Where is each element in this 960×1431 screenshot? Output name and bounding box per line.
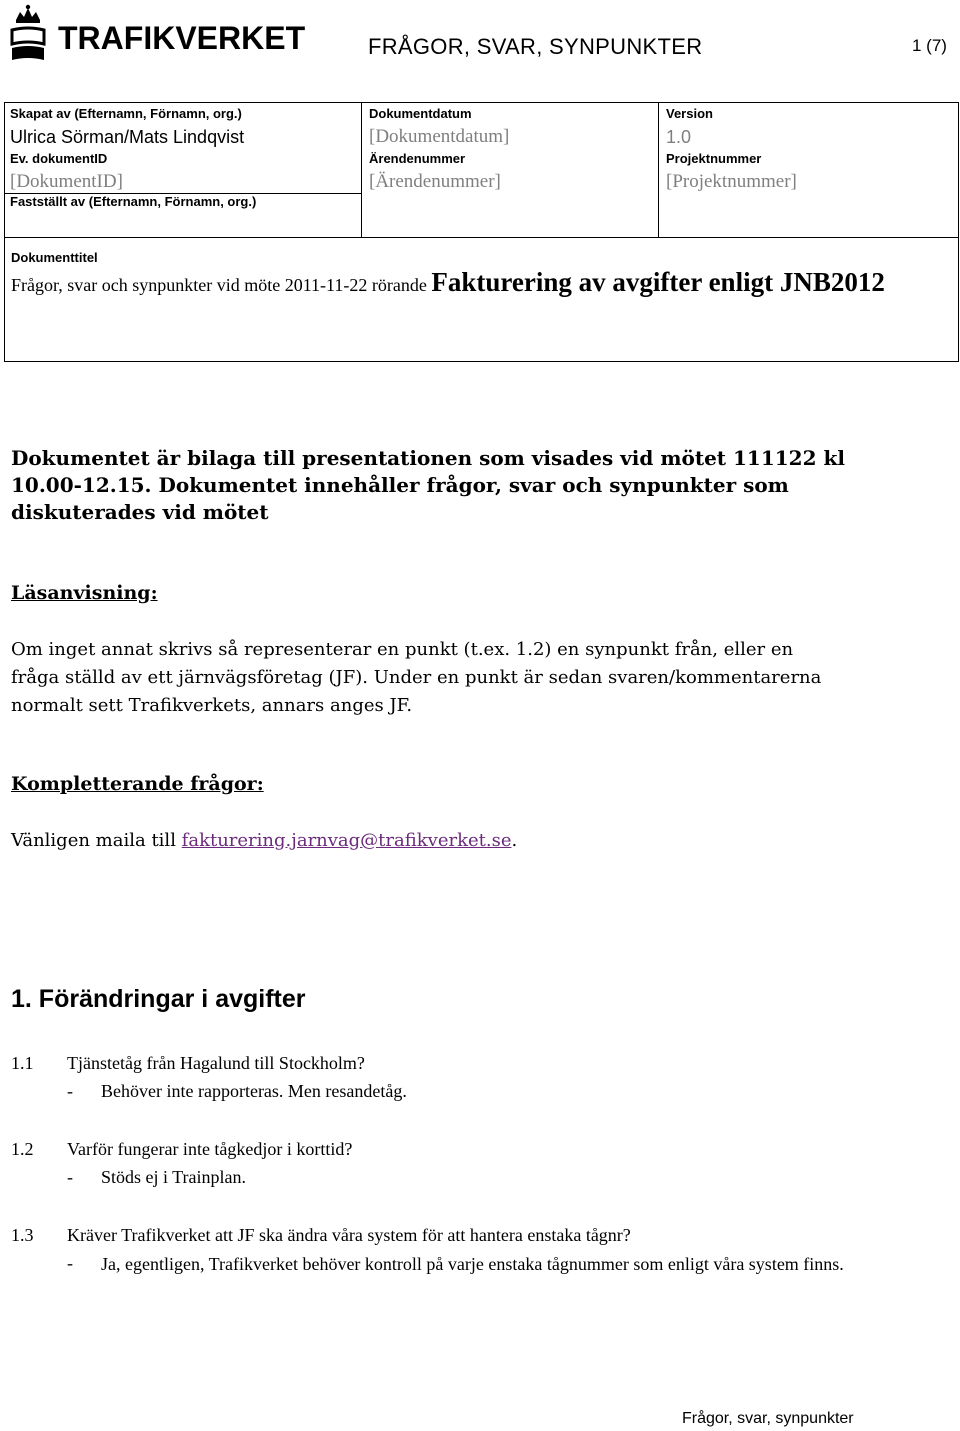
- answer-dash: -: [67, 1167, 73, 1187]
- case-number-label: Ärendenummer: [369, 151, 466, 166]
- answer-text: Stöds ej i Trainplan.: [101, 1167, 247, 1187]
- created-by-label: Skapat av (Efternamn, Förnamn, org.): [10, 106, 242, 121]
- crown-emblem-icon: [6, 4, 50, 62]
- answer-text: Ja, egentligen, Trafikverket behöver kontroll på varje enstaka tågnummer som enligt våra system finns.: [101, 1254, 844, 1274]
- approved-by-label: Fastställt av (Efternamn, Förnamn, org.): [10, 194, 257, 209]
- document-title-main: Fakturering av avgifter enligt JNB2012: [431, 267, 885, 297]
- email-link[interactable]: fakturering.jarnvag@trafikverket.se: [181, 830, 512, 851]
- doc-id-value: [DokumentID]: [10, 171, 123, 192]
- intro-paragraph: Dokumentet är bilaga till presentationen som visades vid mötet 111122 kl 10.00-12.15. Dokumentet innehåller frågor, svar och synpunkter som diskuterades vid mötet: [11, 446, 845, 524]
- version-value: 1.0: [666, 127, 692, 147]
- answer-dash: -: [67, 1253, 73, 1273]
- document-title-box: [4, 237, 959, 362]
- supplementary-questions-heading: Kompletterande frågor:: [11, 773, 264, 795]
- doc-date-value: [Dokumentdatum]: [369, 126, 510, 147]
- question-number: 1.2: [11, 1139, 34, 1159]
- document-title-prefix: Frågor, svar och synpunkter vid möte 2011-11-22 rörande: [11, 275, 432, 295]
- doc-date-label: Dokumentdatum: [369, 106, 472, 121]
- email-suffix: .: [511, 830, 518, 851]
- section-heading: 1. Förändringar i avgifter: [11, 985, 306, 1013]
- trafikverket-logo: [6, 4, 306, 62]
- reading-instructions-heading: Läsanvisning:: [11, 582, 158, 604]
- document-info-table: [4, 102, 959, 238]
- logo-wordmark: TRAFIKVERKET: [58, 20, 306, 56]
- question-number: 1.3: [11, 1225, 34, 1245]
- document-title: [11, 266, 941, 303]
- question-text: Varför fungerar inte tågkedjor i korttid?: [67, 1139, 353, 1159]
- question-text: Tjänstetåg från Hagalund till Stockholm?: [67, 1053, 365, 1073]
- project-number-label: Projektnummer: [666, 151, 762, 166]
- page-footer: Frågor, svar, synpunkter: [682, 1410, 854, 1427]
- supplementary-questions-text: [11, 827, 517, 855]
- created-by-value: Ulrica Sörman/Mats Lindqvist: [10, 127, 245, 147]
- project-number-value: [Projektnummer]: [666, 171, 797, 192]
- document-title-label: Dokumenttitel: [11, 250, 98, 265]
- email-prompt: Vänligen maila till: [11, 830, 182, 851]
- case-number-value: [Ärendenummer]: [369, 171, 501, 192]
- question-number: 1.1: [11, 1053, 34, 1073]
- document-type-title: FRÅGOR, SVAR, SYNPUNKTER: [368, 34, 703, 59]
- version-label: Version: [666, 106, 713, 121]
- answer-text: Behöver inte rapporteras. Men resandetåg.: [101, 1081, 407, 1101]
- answer-dash: -: [67, 1081, 73, 1101]
- page-number: 1 (7): [912, 36, 947, 55]
- doc-id-label: Ev. dokumentID: [10, 151, 108, 166]
- reading-instructions-text: Om inget annat skrivs så representerar en punkt (t.ex. 1.2) en synpunkt från, eller en fråga ställd av ett järnvägsföretag (JF). Under en punkt är sedan svaren/kommentarerna normalt sett Trafikverkets, annars anges JF.: [11, 639, 822, 716]
- question-text: Kräver Trafikverket att JF ska ändra våra system för att hantera enstaka tågnr?: [67, 1225, 631, 1245]
